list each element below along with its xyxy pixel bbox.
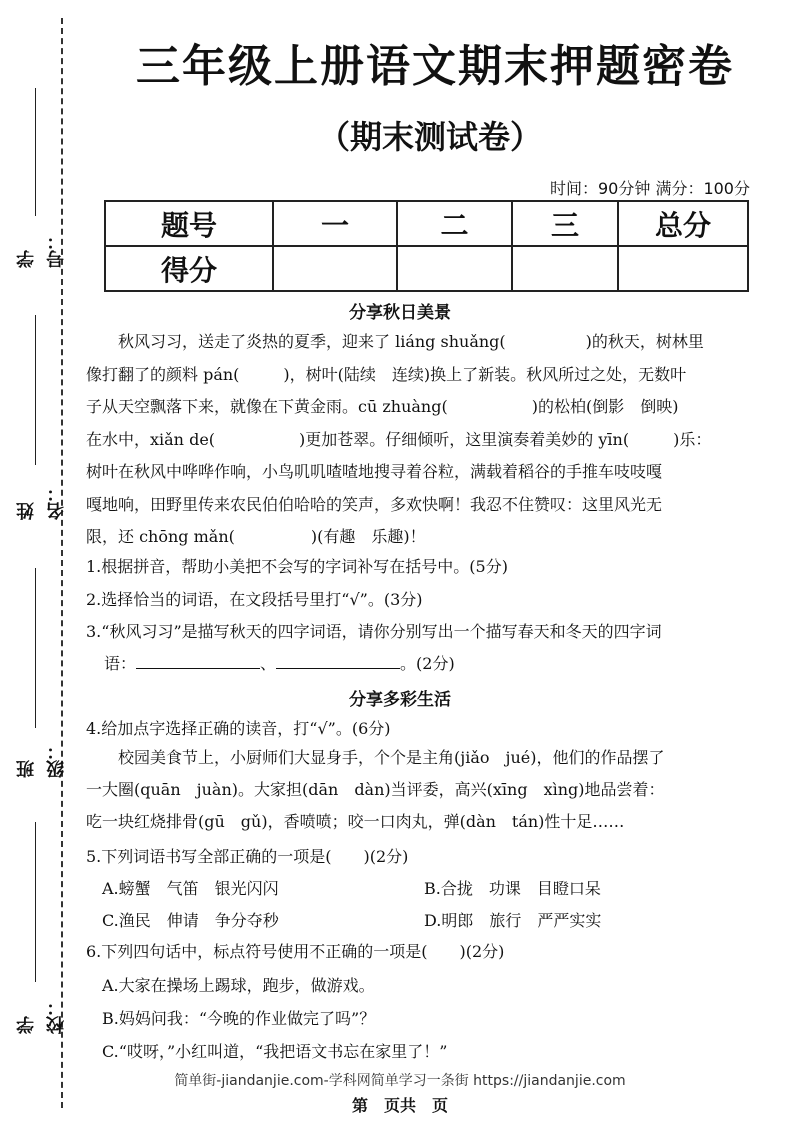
passage-text: 限，还 chōng mǎn( xyxy=(86,527,235,546)
score-table-score-row xyxy=(105,246,748,291)
passage-text: 嘎地响，田野里传来农民伯伯哈哈的笑声，多欢快啊！我忍不住赞叹：这里风光无 xyxy=(86,494,663,514)
passage-text: )乐： xyxy=(673,429,712,449)
id-blank-line xyxy=(35,88,36,216)
name-label: 姓名： xyxy=(16,484,67,520)
binding-dashed-line xyxy=(61,18,63,1108)
question-3-prefix: 语： xyxy=(104,654,137,673)
question-3-text: 3.“秋风习习”是描写秋天的四字词语，请你分别写出一个描写春天和冬天的四字词 xyxy=(86,622,662,641)
time-score-info: 时间：90分钟 满分：100分 xyxy=(550,179,750,198)
passage-text: )，树叶(陆续 连续)换上了新装。秋风所过之处，无数叶 xyxy=(283,364,687,384)
passage-text: )更加苍翠。仔细倾听，这里演奏着美妙的 yīn( xyxy=(299,429,630,449)
page-subtitle: （期末测试卷） xyxy=(317,118,542,156)
answer-blank-winter[interactable] xyxy=(276,650,400,669)
passage-text: 校园美食节上，小厨师们大显身手，个个是主角(jiǎo jué)，他们的作品摆了 xyxy=(118,748,665,767)
id-label: 学号： xyxy=(16,232,67,268)
passage-text: )的松柏(倒影 倒映) xyxy=(531,397,679,416)
passage-text: 秋风习习，送走了炎热的夏季，迎来了 liáng shuǎng( xyxy=(118,332,506,351)
question-3-suffix: 。(2分) xyxy=(400,654,455,673)
answer-blank-spring[interactable] xyxy=(136,650,260,669)
question-2: 2.选择恰当的词语，在文段括号里打“√”。(3分) xyxy=(86,590,423,609)
question-4: 4.给加点字选择正确的读音，打“√”。(6分) xyxy=(86,719,391,738)
section-heading: 分享多彩生活 xyxy=(349,690,451,710)
q6-option-c[interactable]: C.“哎呀，”小红叫道，“我把语文书忘在家里了！” xyxy=(102,1042,448,1061)
passage-text: 子从天空飘落下来，就像在下黄金雨。cū zhuàng( xyxy=(86,397,448,416)
page-number: 第 页共 页 xyxy=(351,1096,448,1115)
footer-watermark: 简单街-jiandanjie.com-学科网简单学习一条街 https://jiandanjie.com xyxy=(174,1073,626,1089)
section-heading: 分享秋日美景 xyxy=(349,303,451,323)
page-title: 三年级上册语文期末押题密卷 xyxy=(136,41,734,92)
question-1: 1.根据拼音，帮助小美把不会写的字词补写在括号中。(5分) xyxy=(86,557,508,576)
score-cell-input[interactable] xyxy=(512,246,618,291)
score-cell-label: 得分 xyxy=(105,246,273,291)
question-6: 6.下列四句话中，标点符号使用不正确的一项是( )(2分) xyxy=(86,942,505,961)
score-cell-input[interactable] xyxy=(397,246,512,291)
score-cell-input[interactable] xyxy=(273,246,397,291)
autumn-passage xyxy=(86,326,756,554)
score-cell-label: 题号 xyxy=(105,201,273,246)
score-table xyxy=(104,200,749,292)
q5-option-c[interactable]: C.渔民 伸请 争分夺秒 xyxy=(102,911,279,930)
score-cell-header: 三 xyxy=(512,201,618,246)
school-blank-line xyxy=(35,822,36,982)
q6-option-a[interactable]: A.大家在操场上踢球，跑步，做游戏。 xyxy=(102,976,375,995)
score-cell-header: 总分 xyxy=(618,201,748,246)
class-label: 班级： xyxy=(16,742,67,778)
passage-text: )的秋天，树林里 xyxy=(585,332,704,351)
passage-text: 像打翻了的颜料 pán( xyxy=(86,364,240,384)
school-label: 学校： xyxy=(16,998,67,1034)
q5-option-b[interactable]: B.合拢 功课 目瞪口呆 xyxy=(424,879,601,898)
class-blank-line xyxy=(35,568,36,728)
q6-option-b[interactable]: B.妈妈问我：“今晚的作业做完了吗”？ xyxy=(102,1009,376,1028)
passage-text: 吃一块红烧排骨(gū gǔ)，香喷喷；咬一口肉丸，弹(dàn tán)性十足…… xyxy=(86,812,625,831)
question-5: 5.下列词语书写全部正确的一项是( )(2分) xyxy=(86,847,409,866)
score-cell-input[interactable] xyxy=(618,246,748,291)
passage-text: 树叶在秋风中哗哗作响，小鸟叽叽喳喳地搜寻着谷粒，满载着稻谷的手推车吱吱嘎 xyxy=(86,462,663,481)
score-table-header-row xyxy=(105,201,748,246)
question-3 xyxy=(86,618,756,678)
question-3-separator: 、 xyxy=(260,654,277,673)
q5-option-a[interactable]: A.螃蟹 气笛 银光闪闪 xyxy=(102,879,279,898)
passage-text: )(有趣 乐趣)！ xyxy=(310,527,426,546)
q5-option-d[interactable]: D.明郎 旅行 严严实实 xyxy=(424,911,602,930)
score-cell-header: 二 xyxy=(397,201,512,246)
name-blank-line xyxy=(35,315,36,465)
passage-text: 一大圈(quān juàn)。大家担(dān dàn)当评委，高兴(xīng xìng)地品尝着： xyxy=(86,780,665,799)
score-cell-header: 一 xyxy=(273,201,397,246)
passage-text: 在水中，xiǎn de( xyxy=(86,429,216,449)
food-festival-passage xyxy=(86,742,756,838)
